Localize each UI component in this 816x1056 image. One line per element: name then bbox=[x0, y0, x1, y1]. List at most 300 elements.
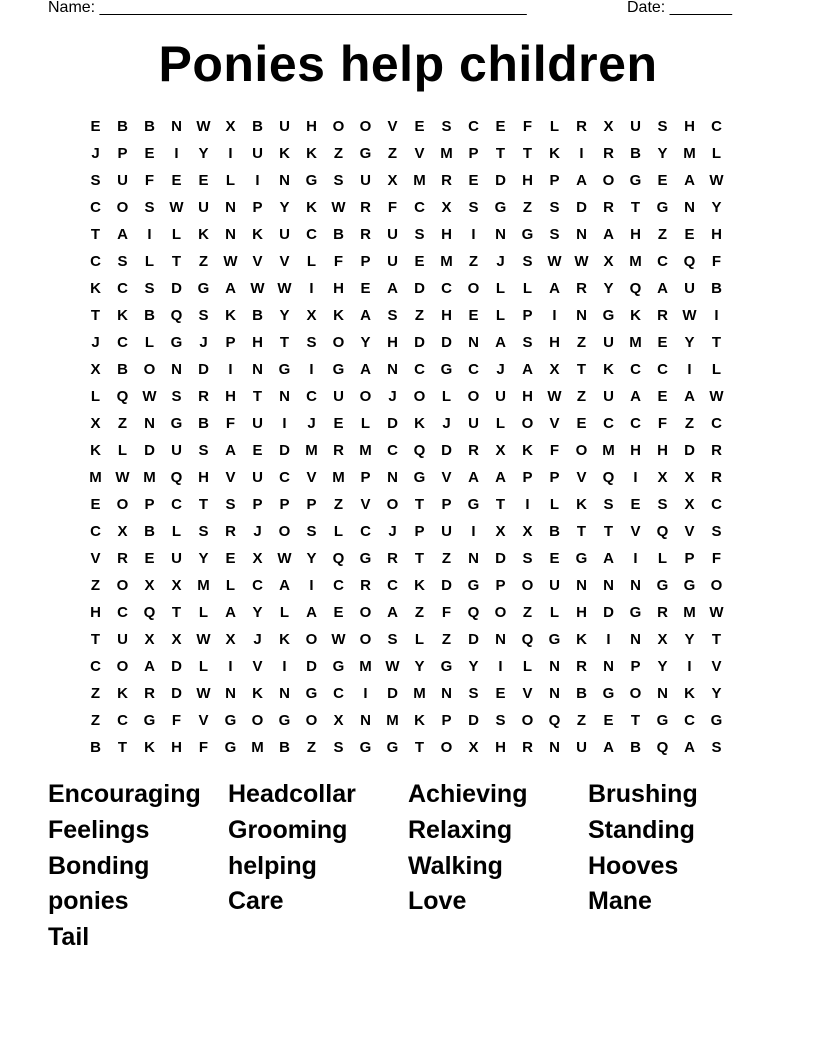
grid-letter: T bbox=[414, 496, 425, 513]
grid-letter: J bbox=[388, 388, 397, 405]
grid-letter: K bbox=[144, 739, 155, 756]
grid-letter: F bbox=[225, 415, 236, 432]
grid-letter: W bbox=[682, 307, 697, 324]
grid-letter: L bbox=[171, 226, 182, 243]
grid-letter: Q bbox=[656, 523, 669, 540]
grid-letter: L bbox=[657, 550, 668, 567]
grid-letter: I bbox=[687, 658, 692, 675]
grid-letter: N bbox=[468, 550, 479, 567]
grid-letter: N bbox=[360, 712, 371, 729]
grid-letter: Y bbox=[657, 145, 668, 162]
grid-letter: S bbox=[603, 496, 614, 513]
grid-letter: G bbox=[467, 577, 480, 594]
grid-letter: C bbox=[414, 361, 425, 378]
grid-letter: U bbox=[279, 226, 290, 243]
grid-letter: X bbox=[144, 577, 155, 594]
grid-letter: R bbox=[468, 442, 479, 459]
grid-letter: C bbox=[117, 712, 128, 729]
grid-letter: F bbox=[657, 415, 668, 432]
grid-letter: S bbox=[657, 496, 668, 513]
grid-letter: S bbox=[387, 631, 398, 648]
grid-letter: I bbox=[174, 145, 179, 162]
grid-letter: R bbox=[144, 685, 155, 702]
grid-letter: E bbox=[414, 253, 425, 270]
grid-letter: W bbox=[169, 199, 184, 216]
grid-letter: A bbox=[522, 361, 533, 378]
grid-letter: O bbox=[521, 712, 534, 729]
grid-letter: Z bbox=[414, 604, 425, 621]
grid-letter: L bbox=[711, 145, 722, 162]
grid-letter: W bbox=[250, 280, 265, 297]
word-list-item: Bonding bbox=[48, 851, 150, 880]
grid-letter: G bbox=[602, 307, 615, 324]
word-list-item: Feelings bbox=[48, 815, 150, 844]
grid-letter: C bbox=[333, 577, 344, 594]
grid-letter: M bbox=[359, 442, 372, 459]
grid-letter: Z bbox=[657, 226, 668, 243]
grid-letter: S bbox=[387, 307, 398, 324]
grid-letter: V bbox=[198, 712, 209, 729]
grid-letter: Q bbox=[548, 712, 561, 729]
grid-letter: Z bbox=[306, 739, 317, 756]
grid-letter: K bbox=[576, 496, 587, 513]
grid-letter: D bbox=[468, 631, 479, 648]
grid-letter: M bbox=[332, 469, 345, 486]
grid-letter: N bbox=[576, 577, 587, 594]
grid-letter: X bbox=[117, 523, 128, 540]
word-list-item: Grooming bbox=[228, 815, 348, 844]
grid-letter: D bbox=[306, 658, 317, 675]
grid-letter: S bbox=[198, 523, 209, 540]
grid-letter: Q bbox=[602, 469, 615, 486]
grid-letter: G bbox=[170, 334, 183, 351]
grid-letter: G bbox=[440, 658, 453, 675]
grid-letter: X bbox=[603, 253, 614, 270]
grid-letter: K bbox=[630, 307, 641, 324]
grid-letter: G bbox=[656, 712, 669, 729]
grid-letter: C bbox=[171, 496, 182, 513]
grid-letter: J bbox=[91, 145, 100, 162]
grid-letter: F bbox=[387, 199, 398, 216]
grid-letter: W bbox=[223, 253, 238, 270]
grid-letter: L bbox=[144, 334, 155, 351]
word-list-item: Achieving bbox=[408, 780, 528, 808]
grid-letter: U bbox=[387, 226, 398, 243]
grid-letter: W bbox=[277, 280, 292, 297]
grid-letter: T bbox=[171, 253, 182, 270]
grid-letter: P bbox=[117, 145, 128, 162]
grid-letter: Y bbox=[198, 145, 209, 162]
grid-letter: U bbox=[117, 631, 128, 648]
grid-letter: N bbox=[630, 577, 641, 594]
grid-letter: K bbox=[603, 361, 614, 378]
grid-letter: Z bbox=[684, 415, 695, 432]
grid-letter: N bbox=[225, 199, 236, 216]
grid-letter: E bbox=[576, 415, 587, 432]
word-list-item: ponies bbox=[48, 887, 129, 916]
grid-letter: Y bbox=[657, 658, 668, 675]
grid-letter: M bbox=[413, 685, 426, 702]
grid-letter: S bbox=[144, 199, 155, 216]
grid-letter: C bbox=[684, 712, 695, 729]
grid-letter: A bbox=[225, 280, 236, 297]
word-list-item: Hooves bbox=[588, 851, 679, 880]
grid-letter: E bbox=[171, 172, 182, 189]
grid-letter: Q bbox=[521, 631, 534, 648]
grid-letter: K bbox=[522, 442, 533, 459]
grid-letter: X bbox=[495, 523, 506, 540]
grid-letter: K bbox=[90, 280, 101, 297]
grid-letter: G bbox=[494, 199, 507, 216]
grid-letter: Z bbox=[333, 145, 344, 162]
grid-letter: T bbox=[576, 523, 587, 540]
grid-letter: N bbox=[252, 361, 263, 378]
grid-letter: N bbox=[279, 388, 290, 405]
grid-letter: J bbox=[253, 631, 262, 648]
grid-letter: A bbox=[603, 739, 614, 756]
grid-letter: Z bbox=[90, 712, 101, 729]
grid-letter: E bbox=[198, 172, 209, 189]
grid-letter: F bbox=[711, 253, 722, 270]
grid-letter: E bbox=[657, 172, 668, 189]
grid-letter: R bbox=[360, 226, 371, 243]
grid-letter: X bbox=[144, 631, 155, 648]
grid-letter: P bbox=[522, 307, 533, 324]
grid-letter: O bbox=[359, 604, 372, 621]
grid-letter: G bbox=[224, 712, 237, 729]
grid-letter: V bbox=[441, 469, 452, 486]
grid-letter: K bbox=[684, 685, 695, 702]
grid-letter: B bbox=[711, 280, 722, 297]
grid-letter: Z bbox=[90, 685, 101, 702]
grid-letter: O bbox=[305, 631, 318, 648]
grid-letter: R bbox=[117, 550, 128, 567]
grid-letter: S bbox=[306, 523, 317, 540]
grid-letter: N bbox=[441, 685, 452, 702]
grid-letter: I bbox=[633, 469, 638, 486]
grid-letter: O bbox=[602, 172, 615, 189]
grid-letter: O bbox=[467, 280, 480, 297]
grid-letter: R bbox=[576, 658, 587, 675]
grid-letter: W bbox=[196, 631, 211, 648]
grid-letter: A bbox=[603, 226, 614, 243]
grid-letter: O bbox=[359, 388, 372, 405]
grid-letter: I bbox=[552, 307, 557, 324]
grid-letter: W bbox=[142, 388, 157, 405]
grid-letter: Z bbox=[576, 712, 587, 729]
grid-letter: S bbox=[549, 226, 560, 243]
grid-letter: I bbox=[228, 361, 233, 378]
grid-letter: D bbox=[171, 280, 182, 297]
grid-letter: Y bbox=[252, 604, 263, 621]
grid-letter: U bbox=[171, 442, 182, 459]
grid-letter: N bbox=[630, 631, 641, 648]
grid-letter: M bbox=[413, 172, 426, 189]
word-list-item: helping bbox=[228, 851, 317, 880]
grid-letter: B bbox=[144, 118, 155, 135]
letter-grid bbox=[82, 113, 730, 761]
grid-letter: W bbox=[385, 658, 400, 675]
grid-letter: I bbox=[228, 145, 233, 162]
grid-letter: L bbox=[549, 604, 560, 621]
grid-letter: A bbox=[684, 388, 695, 405]
grid-letter: H bbox=[333, 280, 344, 297]
grid-letter: X bbox=[225, 118, 236, 135]
grid-letter: D bbox=[171, 685, 182, 702]
grid-letter: Y bbox=[684, 334, 695, 351]
grid-letter: A bbox=[684, 739, 695, 756]
grid-letter: I bbox=[255, 172, 260, 189]
grid-letter: P bbox=[630, 658, 641, 675]
grid-letter: V bbox=[522, 685, 533, 702]
grid-letter: M bbox=[440, 253, 453, 270]
grid-letter: G bbox=[440, 361, 453, 378]
grid-letter: S bbox=[198, 307, 209, 324]
grid-letter: H bbox=[684, 118, 695, 135]
grid-letter: O bbox=[251, 712, 264, 729]
grid-letter: N bbox=[171, 361, 182, 378]
grid-letter: L bbox=[360, 415, 371, 432]
grid-letter: E bbox=[549, 550, 560, 567]
grid-letter: H bbox=[441, 307, 452, 324]
word-list-item: Walking bbox=[408, 851, 503, 880]
grid-letter: M bbox=[683, 604, 696, 621]
grid-letter: G bbox=[710, 712, 723, 729]
grid-letter: Y bbox=[414, 658, 425, 675]
grid-letter: O bbox=[521, 415, 534, 432]
grid-letter: E bbox=[630, 496, 641, 513]
grid-letter: G bbox=[386, 739, 399, 756]
grid-letter: A bbox=[279, 577, 290, 594]
grid-letter: U bbox=[387, 253, 398, 270]
grid-letter: G bbox=[359, 145, 372, 162]
grid-letter: G bbox=[359, 739, 372, 756]
grid-letter: Y bbox=[711, 685, 722, 702]
grid-letter: C bbox=[630, 361, 641, 378]
grid-letter: Q bbox=[332, 550, 345, 567]
grid-letter: V bbox=[90, 550, 101, 567]
grid-letter: K bbox=[576, 631, 587, 648]
grid-letter: Y bbox=[468, 658, 479, 675]
grid-letter: N bbox=[549, 685, 560, 702]
grid-letter: B bbox=[117, 118, 128, 135]
grid-letter: D bbox=[495, 550, 506, 567]
grid-letter: H bbox=[576, 604, 587, 621]
grid-letter: E bbox=[90, 118, 101, 135]
grid-letter: Q bbox=[116, 388, 129, 405]
grid-letter: K bbox=[414, 712, 425, 729]
grid-letter: T bbox=[711, 631, 722, 648]
grid-letter: H bbox=[522, 388, 533, 405]
grid-letter: U bbox=[252, 145, 263, 162]
grid-letter: D bbox=[495, 172, 506, 189]
grid-letter: L bbox=[549, 496, 560, 513]
word-list-item: Standing bbox=[588, 815, 695, 844]
grid-letter: S bbox=[225, 496, 236, 513]
grid-letter: W bbox=[709, 388, 724, 405]
grid-letter: N bbox=[549, 739, 560, 756]
grid-letter: B bbox=[630, 145, 641, 162]
grid-letter: M bbox=[629, 334, 642, 351]
grid-letter: D bbox=[441, 334, 452, 351]
grid-letter: Z bbox=[198, 253, 209, 270]
grid-letter: G bbox=[305, 685, 318, 702]
grid-letter: H bbox=[711, 226, 722, 243]
grid-letter: Y bbox=[306, 550, 317, 567]
grid-letter: K bbox=[414, 415, 425, 432]
grid-letter: L bbox=[522, 658, 533, 675]
grid-letter: C bbox=[468, 361, 479, 378]
grid-letter: V bbox=[360, 496, 371, 513]
grid-letter: E bbox=[90, 496, 101, 513]
grid-letter: B bbox=[90, 739, 101, 756]
grid-letter: C bbox=[306, 388, 317, 405]
grid-letter: R bbox=[711, 469, 722, 486]
grid-letter: N bbox=[279, 685, 290, 702]
grid-letter: W bbox=[547, 253, 562, 270]
grid-letter: M bbox=[440, 145, 453, 162]
grid-letter: A bbox=[144, 658, 155, 675]
word-list-item: Care bbox=[228, 887, 284, 916]
grid-letter: X bbox=[684, 496, 695, 513]
grid-letter: Q bbox=[629, 280, 642, 297]
grid-letter: Q bbox=[170, 469, 183, 486]
grid-letter: E bbox=[603, 712, 614, 729]
grid-letter: T bbox=[711, 334, 722, 351]
grid-letter: P bbox=[252, 199, 263, 216]
grid-letter: A bbox=[225, 442, 236, 459]
grid-letter: U bbox=[117, 172, 128, 189]
grid-letter: O bbox=[116, 658, 129, 675]
grid-letter: O bbox=[359, 631, 372, 648]
grid-letter: G bbox=[197, 280, 210, 297]
grid-letter: A bbox=[387, 280, 398, 297]
grid-letter: A bbox=[657, 280, 668, 297]
grid-letter: A bbox=[549, 280, 560, 297]
grid-letter: P bbox=[306, 496, 317, 513]
grid-letter: B bbox=[279, 739, 290, 756]
grid-letter: Q bbox=[143, 604, 156, 621]
grid-letter: L bbox=[522, 280, 533, 297]
grid-letter: U bbox=[252, 469, 263, 486]
grid-letter: R bbox=[576, 118, 587, 135]
grid-letter: C bbox=[603, 415, 614, 432]
grid-letter: L bbox=[90, 388, 101, 405]
grid-letter: Q bbox=[413, 442, 426, 459]
grid-letter: H bbox=[441, 226, 452, 243]
grid-letter: Y bbox=[198, 550, 209, 567]
grid-letter: E bbox=[657, 334, 668, 351]
grid-letter: L bbox=[711, 361, 722, 378]
grid-letter: U bbox=[684, 280, 695, 297]
grid-letter: F bbox=[441, 604, 452, 621]
grid-letter: X bbox=[522, 523, 533, 540]
grid-letter: K bbox=[549, 145, 560, 162]
grid-letter: D bbox=[603, 604, 614, 621]
grid-letter: W bbox=[331, 199, 346, 216]
grid-letter: X bbox=[225, 631, 236, 648]
grid-letter: X bbox=[171, 577, 182, 594]
grid-letter: U bbox=[468, 415, 479, 432]
grid-letter: R bbox=[198, 388, 209, 405]
grid-letter: F bbox=[333, 253, 344, 270]
grid-letter: Y bbox=[711, 199, 722, 216]
grid-letter: I bbox=[228, 658, 233, 675]
grid-letter: S bbox=[711, 523, 722, 540]
grid-letter: E bbox=[333, 604, 344, 621]
grid-letter: O bbox=[521, 577, 534, 594]
grid-letter: Z bbox=[576, 388, 587, 405]
grid-letter: C bbox=[306, 226, 317, 243]
grid-letter: G bbox=[305, 172, 318, 189]
grid-letter: S bbox=[441, 118, 452, 135]
grid-letter: Q bbox=[683, 253, 696, 270]
grid-letter: Y bbox=[603, 280, 614, 297]
grid-letter: I bbox=[309, 577, 314, 594]
grid-letter: L bbox=[495, 415, 506, 432]
grid-letter: H bbox=[549, 334, 560, 351]
grid-letter: M bbox=[251, 739, 264, 756]
grid-letter: M bbox=[386, 712, 399, 729]
grid-letter: O bbox=[116, 199, 129, 216]
grid-letter: X bbox=[90, 415, 101, 432]
grid-letter: S bbox=[522, 550, 533, 567]
grid-letter: D bbox=[144, 442, 155, 459]
grid-letter: Y bbox=[684, 631, 695, 648]
grid-letter: P bbox=[495, 577, 506, 594]
grid-letter: D bbox=[171, 658, 182, 675]
grid-letter: D bbox=[387, 415, 398, 432]
grid-letter: S bbox=[171, 388, 182, 405]
grid-letter: W bbox=[331, 631, 346, 648]
grid-letter: T bbox=[252, 388, 263, 405]
grid-letter: J bbox=[307, 415, 316, 432]
grid-letter: H bbox=[90, 604, 101, 621]
grid-letter: E bbox=[468, 172, 479, 189]
grid-letter: C bbox=[711, 496, 722, 513]
grid-letter: F bbox=[171, 712, 182, 729]
grid-letter: K bbox=[279, 145, 290, 162]
grid-letter: G bbox=[521, 226, 534, 243]
grid-letter: Y bbox=[279, 307, 290, 324]
grid-letter: P bbox=[441, 712, 452, 729]
grid-letter: X bbox=[603, 118, 614, 135]
grid-letter: V bbox=[252, 253, 263, 270]
grid-letter: C bbox=[117, 280, 128, 297]
grid-letter: D bbox=[576, 199, 587, 216]
grid-letter: O bbox=[305, 712, 318, 729]
grid-letter: S bbox=[522, 253, 533, 270]
grid-letter: C bbox=[468, 118, 479, 135]
grid-letter: X bbox=[387, 172, 398, 189]
grid-letter: Z bbox=[522, 199, 533, 216]
grid-letter: I bbox=[309, 280, 314, 297]
grid-letter: G bbox=[629, 172, 642, 189]
grid-letter: S bbox=[306, 334, 317, 351]
grid-letter: B bbox=[333, 226, 344, 243]
grid-letter: Z bbox=[441, 550, 452, 567]
grid-letter: C bbox=[657, 253, 668, 270]
grid-letter: Z bbox=[117, 415, 128, 432]
grid-letter: E bbox=[360, 280, 371, 297]
grid-letter: A bbox=[360, 307, 371, 324]
grid-letter: M bbox=[89, 469, 102, 486]
grid-letter: G bbox=[656, 199, 669, 216]
grid-letter: I bbox=[633, 550, 638, 567]
grid-letter: A bbox=[495, 334, 506, 351]
grid-letter: Z bbox=[441, 631, 452, 648]
grid-letter: C bbox=[90, 199, 101, 216]
